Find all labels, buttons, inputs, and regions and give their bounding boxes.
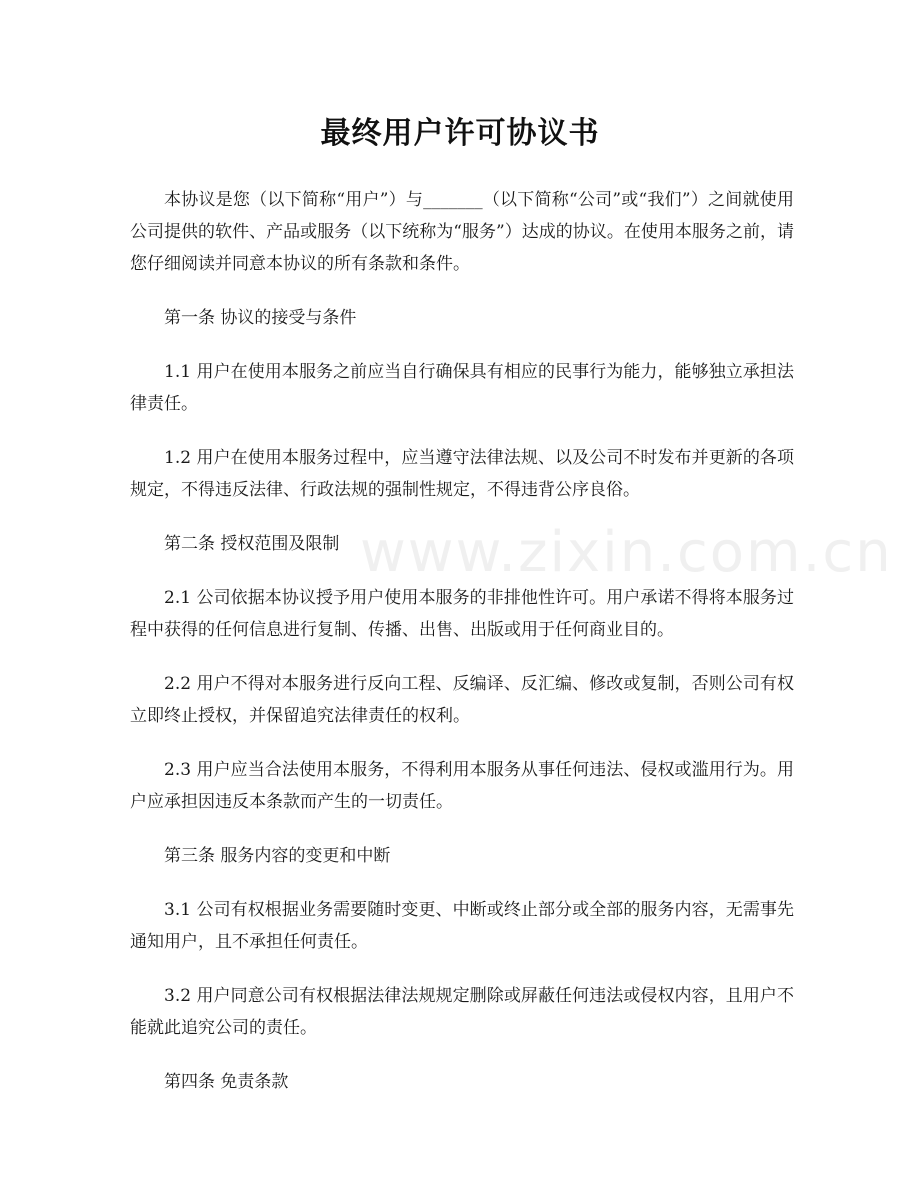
clause-1-1: 1.1 用户在使用本服务之前应当自行确保具有相应的民事行为能力，能够独立承担法律责任。 (130, 362, 794, 414)
article-2-heading: 第二条 授权范围及限制 (164, 534, 340, 554)
clause-2-3: 2.3 用户应当合法使用本服务，不得利用本服务从事任何违法、侵权或滥用行为。用户应承担因违反本条款而产生的一切责任。 (130, 760, 794, 812)
clause-3-1: 3.1 公司有权根据业务需要随时变更、中断或终止部分或全部的服务内容，无需事先通知用户，且不承担任何责任。 (130, 900, 794, 952)
article-1-heading: 第一条 协议的接受与条件 (164, 308, 357, 328)
clause-3-2: 3.2 用户同意公司有权根据法律法规规定删除或屏蔽任何违法或侵权内容，且用户不能就此追究公司的责任。 (130, 986, 794, 1038)
document-body (130, 184, 794, 1120)
clause-2-2: 2.2 用户不得对本服务进行反向工程、反编译、反汇编、修改或复制，否则公司有权立即终止授权，并保留追究法律责任的权利。 (130, 674, 794, 726)
clause-2-1: 2.1 公司依据本协议授予用户使用本服务的非排他性许可。用户承诺不得将本服务过程中获得的任何信息进行复制、传播、出售、出版或用于任何商业目的。 (130, 588, 794, 640)
watermark: www.zixin.com.cn (360, 520, 893, 585)
clause-1-2: 1.2 用户在使用本服务过程中，应当遵守法律法规、以及公司不时发布并更新的各项规定，不得违反法律、行政法规的强制性规定，不得违背公序良俗。 (130, 448, 794, 500)
intro-paragraph: 本协议是您（以下简称“用户”）与_______（以下简称“公司”或“我们”）之间就使用公司提供的软件、产品或服务（以下统称为“服务”）达成的协议。在使用本服务之前，请您仔细阅读并同意本协议的所有条款和条件。 (130, 190, 794, 274)
article-3-heading: 第三条 服务内容的变更和中断 (164, 846, 391, 866)
article-4-heading: 第四条 免责条款 (164, 1072, 289, 1092)
document-title: 最终用户许可协议书 (320, 116, 600, 151)
